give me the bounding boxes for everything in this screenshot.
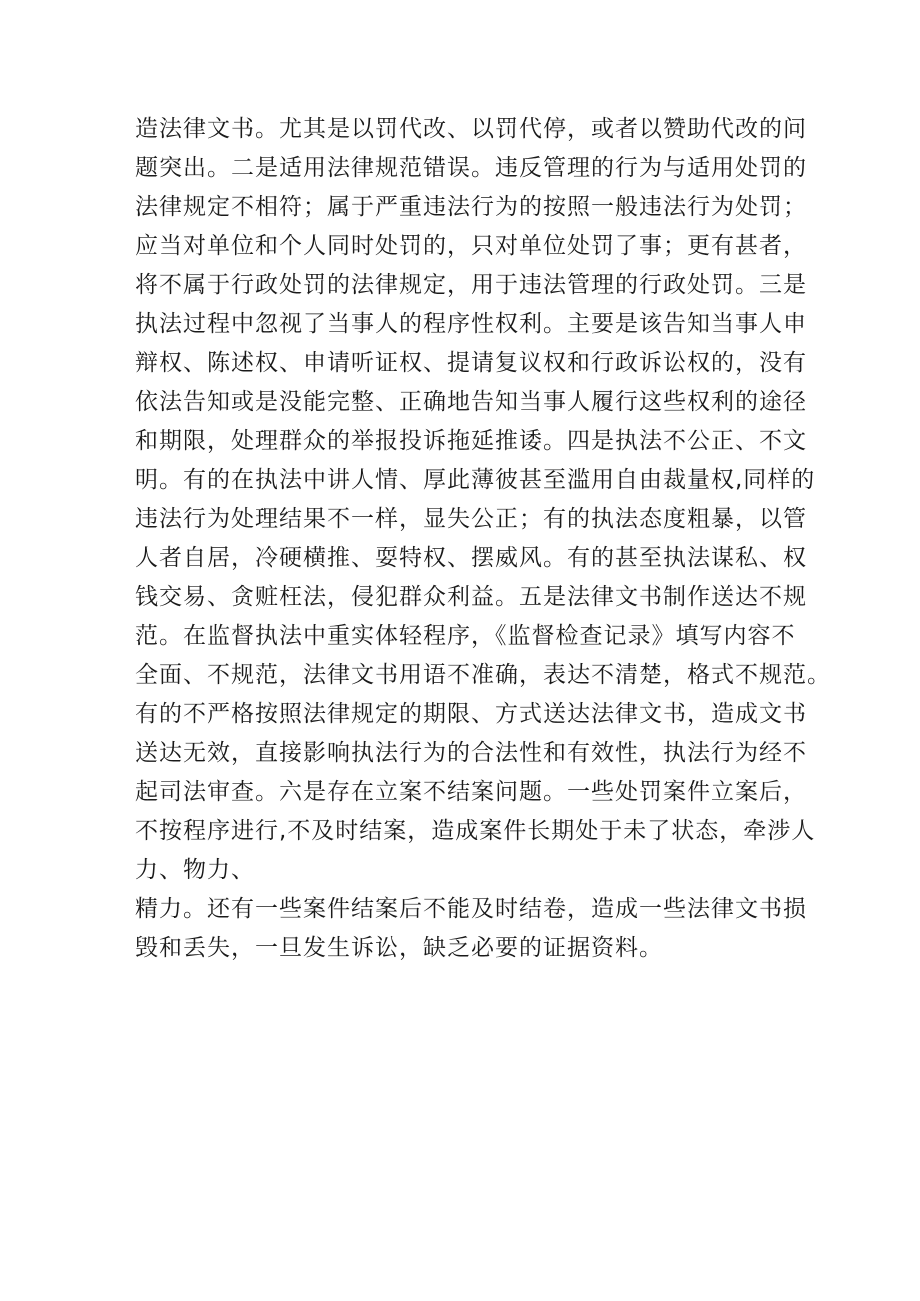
- text-line-5: 将不属于行政处罚的法律规定，用于违法管理的行政处罚。三是: [135, 272, 807, 298]
- text-line-12: 人者自居，冷硬横推、耍特权、摆威风。有的甚至执法谋私、权: [135, 545, 807, 571]
- text-line-3: 法律规定不相符；属于严重违法行为的按照一般违法行为处罚；: [135, 194, 807, 220]
- text-line-1: 造法律文书。尤其是以罚代改、以罚代停，或者以赞助代改的问: [135, 116, 807, 142]
- text-line-18: 起司法审查。六是存在立案不结案问题。一些处罚案件立案后，: [135, 779, 807, 805]
- text-line-14: 范。在监督执法中重实体轻程序，《监督检查记录》填写内容不: [135, 623, 796, 649]
- text-line-10: 明。有的在执法中讲人情、厚此薄彼甚至滥用自由裁量权,同样的: [135, 467, 816, 493]
- text-line-16: 有的不严格按照法律规定的期限、方式送达法律文书，造成文书: [135, 701, 807, 727]
- text-line-4: 应当对单位和个人同时处罚的，只对单位处罚了事；更有甚者，: [135, 233, 807, 259]
- text-line-8: 依法告知或是没能完整、正确地告知当事人履行这些权利的途径: [135, 389, 807, 415]
- text-line-7: 辩权、陈述权、申请听证权、提请复议权和行政诉讼权的，没有: [135, 350, 807, 376]
- text-line-20: 力、物力、: [135, 857, 255, 883]
- text-line-21: 精力。还有一些案件结案后不能及时结卷，造成一些法律文书损: [135, 896, 807, 922]
- text-line-6: 执法过程中忽视了当事人的程序性权利。主要是该告知当事人申: [135, 311, 807, 337]
- text-line-17: 送达无效，直接影响执法行为的合法性和有效性，执法行为经不: [135, 740, 807, 766]
- text-line-9: 和期限，处理群众的举报投诉拖延推诿。四是执法不公正、不文: [135, 428, 807, 454]
- text-line-15: 全面、不规范，法律文书用语不准确，表达不清楚，格式不规范。: [135, 662, 831, 688]
- body-text: [135, 110, 831, 968]
- text-line-19: 不按程序进行,不及时结案，造成案件长期处于未了状态，牵涉人: [135, 818, 816, 844]
- text-line-22: 毁和丢失，一旦发生诉讼，缺乏必要的证据资料。: [135, 935, 663, 961]
- text-line-2: 题突出。二是适用法律规范错误。违反管理的行为与适用处罚的: [135, 155, 807, 181]
- text-line-13: 钱交易、贪赃枉法，侵犯群众利益。五是法律文书制作送达不规: [135, 584, 807, 610]
- text-line-11: 违法行为处理结果不一样，显失公正；有的执法态度粗暴，以管: [135, 506, 807, 532]
